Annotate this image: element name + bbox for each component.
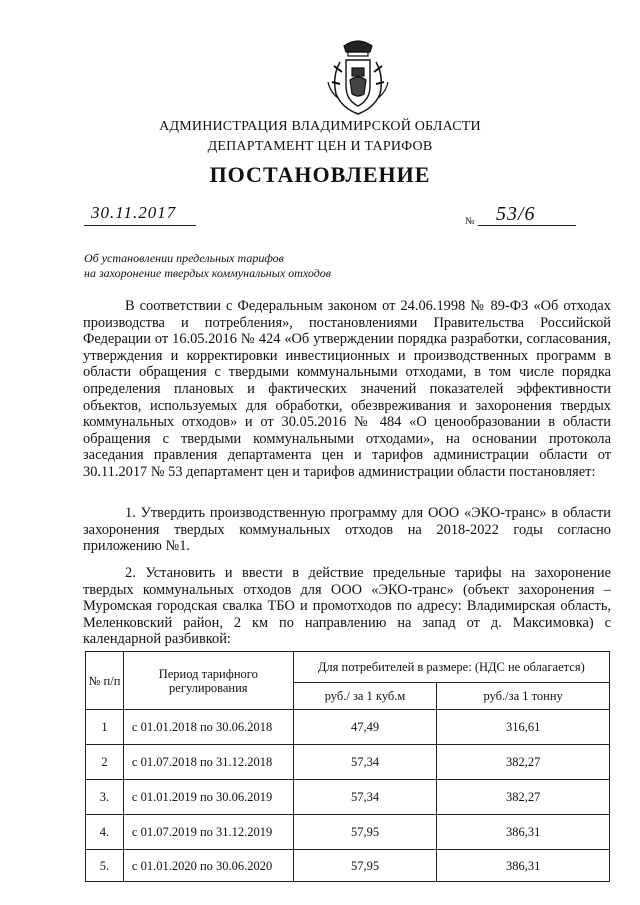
row-number: 4. — [86, 815, 124, 850]
row-tariff-m3: 57,95 — [293, 850, 437, 882]
document-number: 53/6 — [496, 203, 536, 225]
row-number: 5. — [86, 850, 124, 882]
subject-line-2: на захоронение твердых коммунальных отходов — [84, 266, 331, 280]
row-tariff-ton: 386,31 — [437, 815, 610, 850]
number-underline — [478, 225, 576, 226]
row-tariff-m3: 57,95 — [293, 815, 437, 850]
row-number: 1 — [86, 710, 124, 745]
row-period: с 01.01.2019 по 30.06.2019 — [123, 780, 293, 815]
row-tariff-ton: 382,27 — [437, 780, 610, 815]
document-date: 30.11.2017 — [91, 203, 177, 222]
row-tariff-ton: 386,31 — [437, 850, 610, 882]
column-header-period: Период тарифного регулирования — [123, 652, 293, 710]
column-header-per-ton: руб./за 1 тонну — [437, 683, 610, 710]
column-header-number: № п/п — [86, 652, 124, 710]
column-header-per-m3: руб./ за 1 куб.м — [293, 683, 437, 710]
document-subject — [84, 251, 331, 281]
clause-1-paragraph: 1. Утвердить производственную программу для ООО «ЭКО-транс» в области захоронения твердых коммунальных отходов на 2018-2022 годы согласно приложению №1. — [83, 505, 611, 555]
department-name: ДЕПАРТАМЕНТ ЦЕН И ТАРИФОВ — [207, 139, 433, 154]
row-tariff-ton: 382,27 — [437, 745, 610, 780]
tariff-table — [85, 651, 610, 882]
row-period: с 01.01.2020 по 30.06.2020 — [123, 850, 293, 882]
date-underline — [84, 225, 196, 226]
row-tariff-m3: 57,34 — [293, 745, 437, 780]
table-row — [86, 815, 610, 850]
row-tariff-m3: 57,34 — [293, 780, 437, 815]
table-row — [86, 745, 610, 780]
row-tariff-ton: 316,61 — [437, 710, 610, 745]
clause-2-paragraph: 2. Установить и ввести в действие предельные тарифы на захоронение твердых коммунальных отходов для ООО «ЭКО-транс» (объект захоронения – Муромская городская свалка ТБО и промотходов по адресу: Владимирская область, Меленковский район, 2 км по направлению на запад от д. Максимовка) с календарной разбивкой: — [83, 565, 611, 648]
document-type-title: ПОСТАНОВЛЕНИЕ — [209, 162, 431, 187]
table-row — [86, 850, 610, 882]
row-number: 3. — [86, 780, 124, 815]
organization-name: АДМИНИСТРАЦИЯ ВЛАДИМИРСКОЙ ОБЛАСТИ — [159, 119, 481, 134]
preamble-paragraph: В соответствии с Федеральным законом от 24.06.1998 № 89-ФЗ «Об отходах производства и потребления», постановлениями Правительства Российской Федерации от 16.05.2016 № 424 «Об утверждении порядка разработки, согласования, утверждения и корректировки инвестиционных и производственных программ в области обращения с твердыми коммунальными отходами, в том числе порядка определения плановых и фактических значений показателей эффективности объектов, используемых для обработки, обезвреживания и захоронения твердых коммунальных отходов» и от 30.05.2016 № 484 «О ценообразовании в области обращения с твердыми коммунальными отходами», на основании протокола заседания правления департамента цен и тарифов администрации области от 30.11.2017 № 53 департамент цен и тарифов администрации области постановляет: — [83, 298, 611, 480]
table-row — [86, 710, 610, 745]
row-tariff-m3: 47,49 — [293, 710, 437, 745]
coat-of-arms-emblem — [322, 36, 394, 118]
row-period: с 01.01.2018 по 30.06.2018 — [123, 710, 293, 745]
number-label: № — [465, 216, 475, 227]
column-header-consumers: Для потребителей в размере: (НДС не облагается) — [293, 652, 609, 683]
subject-line-1: Об установлении предельных тарифов — [84, 251, 284, 265]
row-period: с 01.07.2019 по 31.12.2019 — [123, 815, 293, 850]
row-number: 2 — [86, 745, 124, 780]
table-row — [86, 780, 610, 815]
row-period: с 01.07.2018 по 31.12.2018 — [123, 745, 293, 780]
